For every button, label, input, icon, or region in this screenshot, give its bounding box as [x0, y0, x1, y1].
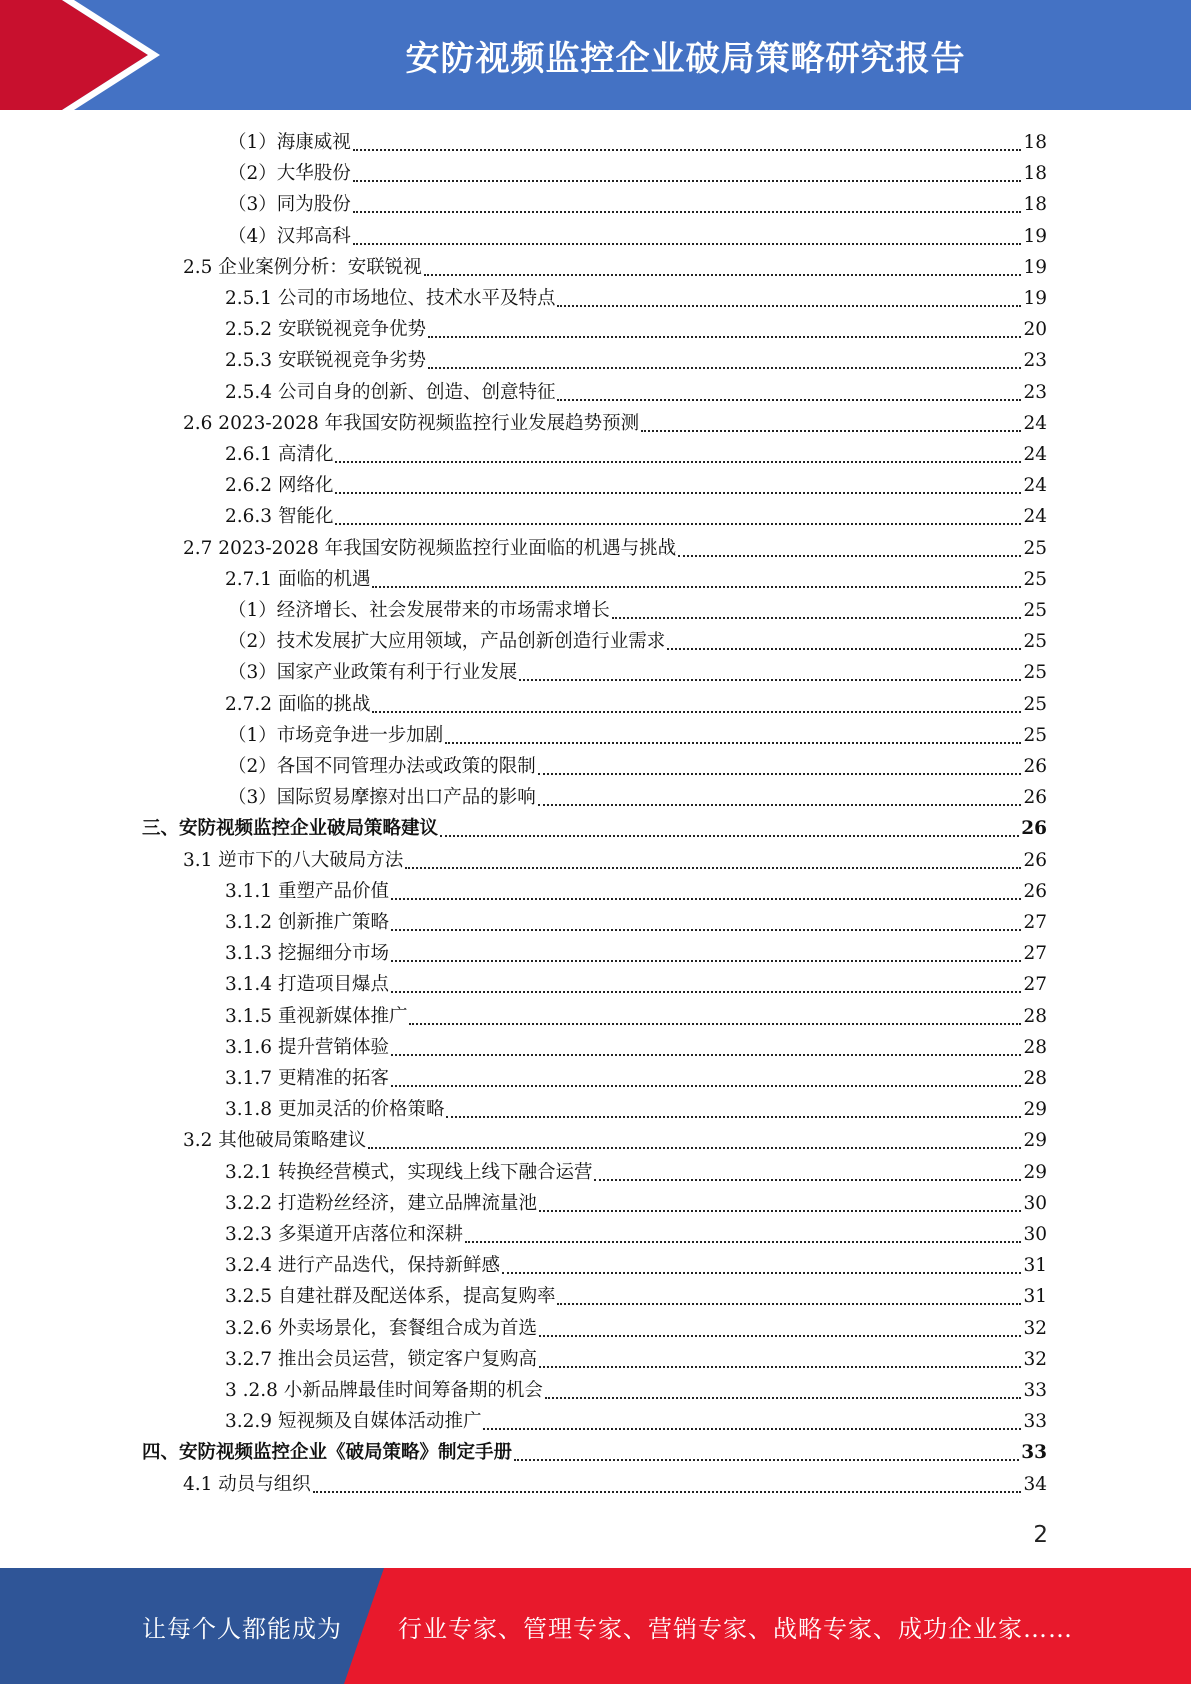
toc-entry-page: 18: [1023, 163, 1047, 185]
toc-entry-title: （3）同为股份: [228, 194, 351, 216]
toc-entry-title: 3.1.7 更精准的拓客: [225, 1068, 389, 1089]
toc-entry-page: 26: [1021, 818, 1047, 840]
toc-dot-leader: [391, 929, 1021, 962]
toc-entry-page: 18: [1023, 132, 1047, 153]
toc-dot-leader: [445, 711, 1021, 744]
toc-entry-title: 3 .2.8 小新品牌最佳时间筹备期的机会: [225, 1380, 543, 1401]
toc-dot-leader: [557, 368, 1021, 401]
toc-entry-page: 27: [1023, 974, 1047, 996]
toc-entry-title: 3.2.5 自建社群及配送体系，提高复购率: [225, 1286, 556, 1308]
toc-dot-leader: [594, 1148, 1021, 1181]
toc-entry-page: 33: [1021, 1442, 1047, 1464]
toc-entry-title: 3.2.7 推出会员运营，锁定客户复购高: [225, 1348, 537, 1370]
toc-dot-leader: [446, 1085, 1021, 1118]
toc-entry-title: （1）经济增长、社会发展带来的市场需求增长: [228, 600, 610, 621]
toc-dot-leader: [428, 336, 1021, 369]
toc-dot-leader: [538, 773, 1022, 806]
toc-dot-leader: [539, 1179, 1021, 1212]
toc-entry-title: 3.1.4 打造项目爆点: [225, 974, 389, 996]
toc-entry-page: 26: [1023, 880, 1047, 902]
toc-entry-title: 2.5 企业案例分析：安联锐视: [183, 256, 422, 278]
report-title: 安防视频监控企业破局策略研究报告: [405, 38, 966, 79]
footer-slogan-left: 让每个人都能成为: [142, 1614, 342, 1643]
toc-entry-page: 29: [1023, 1130, 1047, 1152]
toc-dot-leader: [368, 1116, 1021, 1149]
page-header: [0, 0, 1191, 110]
toc-entry-title: 三、安防视频监控企业破局策略建议: [142, 818, 439, 840]
toc-entry-title: 2.5.3 安联锐视竞争劣势: [225, 350, 426, 372]
toc-entry-title: 3.1.8 更加灵活的价格策略: [225, 1099, 445, 1121]
toc-entry-page: 19: [1023, 256, 1047, 278]
toc-entry-title: 3.2.4 进行产品迭代，保持新鲜感: [225, 1255, 500, 1277]
toc-dot-leader: [409, 992, 1021, 1025]
toc-entry-title: （2）技术发展扩大应用领域，产品创新创造行业需求: [228, 631, 666, 653]
toc-entry-page: 25: [1023, 693, 1047, 715]
toc-entry-title: 2.6 2023-2028 年我国安防视频监控行业发展趋势预测: [183, 412, 640, 434]
toc-entry-title: 4.1 动员与组织: [183, 1473, 311, 1495]
toc-entry-title: （3）国际贸易摩擦对出口产品的影响: [228, 787, 536, 809]
toc-dot-leader: [667, 617, 1021, 650]
toc-entry-title: 2.7.1 面临的机遇: [225, 568, 371, 590]
toc-dot-leader: [514, 1428, 1019, 1461]
toc-entry-title: 四、安防视频监控企业《破局策略》制定手册: [142, 1442, 513, 1464]
toc-entry-page: 25: [1023, 631, 1047, 653]
toc-dot-leader: [335, 492, 1021, 525]
toc-entry-title: 3.2.9 短视频及自媒体活动推广: [225, 1411, 482, 1433]
page-footer: [0, 1568, 1191, 1684]
toc-entry-title: 2.5.2 安联锐视竞争优势: [225, 319, 426, 341]
toc-entry-page: 34: [1023, 1473, 1047, 1495]
toc-dot-leader: [428, 305, 1021, 338]
toc-dot-leader: [372, 555, 1021, 588]
toc-entry-page: 29: [1023, 1161, 1047, 1183]
toc-entry-title: 2.7 2023-2028 年我国安防视频监控行业面临的机遇与挑战: [183, 537, 677, 559]
toc-entry-page: 23: [1023, 381, 1047, 403]
toc-entry-page: 26: [1023, 787, 1047, 809]
toc-dot-leader: [557, 274, 1021, 307]
toc-dot-leader: [391, 1054, 1021, 1087]
toc-dot-leader: [557, 1272, 1021, 1305]
toc-entry-page: 25: [1023, 537, 1047, 559]
toc-dot-leader: [465, 1210, 1021, 1243]
toc-dot-leader: [545, 1366, 1022, 1399]
toc-dot-leader: [353, 149, 1022, 182]
toc-dot-leader: [372, 680, 1021, 713]
toc-entry-title: 3.2.3 多渠道开店落位和深耕: [225, 1224, 463, 1245]
toc-entry-title: 3.2.1 转换经营模式，实现线上线下融合运营: [225, 1161, 593, 1183]
toc-entry-page: 18: [1023, 194, 1047, 216]
toc-entry-title: 3.1.2 创新推广策略: [225, 912, 389, 933]
toc-entry-title: 3.1.3 挖掘细分市场: [225, 943, 389, 965]
toc-entry-title: 3.1.6 提升营销体验: [225, 1036, 389, 1058]
toc-entry-title: 2.7.2 面临的挑战: [225, 693, 371, 715]
toc-entry-title: 3.2 其他破局策略建议: [183, 1130, 367, 1152]
toc-entry-page: 27: [1023, 943, 1047, 965]
toc-dot-leader: [641, 399, 1021, 432]
toc-entry-page: 30: [1023, 1224, 1047, 1245]
toc-entry-page: 33: [1023, 1411, 1047, 1433]
page-number: 2: [1033, 1522, 1048, 1548]
toc-dot-leader: [519, 648, 1021, 681]
toc-dot-leader: [612, 586, 1022, 619]
toc-dot-leader: [391, 1023, 1021, 1056]
toc-entry-page: 32: [1023, 1348, 1047, 1370]
toc-entry-title: 2.5.1 公司的市场地位、技术水平及特点: [225, 288, 556, 309]
toc-entry-title: （1）海康威视: [228, 132, 351, 153]
toc-entry-title: 2.6.3 智能化: [225, 506, 334, 528]
toc-entry-page: 32: [1023, 1317, 1047, 1339]
toc-entry-title: 3.2.2 打造粉丝经济，建立品牌流量池: [225, 1192, 537, 1214]
toc-dot-leader: [391, 960, 1021, 993]
toc-entry-page: 24: [1023, 412, 1047, 434]
toc-dot-leader: [405, 836, 1021, 869]
toc-dot-leader: [678, 524, 1021, 557]
toc-dot-leader: [502, 1241, 1021, 1274]
toc-entry-page: 28: [1023, 1068, 1047, 1089]
footer-slogan-right: 行业专家、管理专家、营销专家、战略专家、成功企业家……: [398, 1614, 1073, 1643]
toc-dot-leader: [335, 461, 1021, 494]
toc-dot-leader: [539, 1304, 1021, 1337]
toc-entry-page: 28: [1023, 1036, 1047, 1058]
toc-entry-page: 26: [1023, 849, 1047, 871]
toc-entry-title: （2）大华股份: [228, 163, 351, 185]
toc-entry-title: （3）国家产业政策有利于行业发展: [228, 662, 518, 684]
toc-dot-leader: [391, 867, 1021, 900]
toc-entry-title: 3.1.5 重视新媒体推广: [225, 1005, 408, 1027]
toc-entry-title: 3.1 逆市下的八大破局方法: [183, 849, 404, 871]
toc-entry-page: 25: [1023, 600, 1047, 621]
toc-entry-page: 23: [1023, 350, 1047, 372]
toc-entry-page: 31: [1023, 1255, 1047, 1277]
toc-entry-title: （1）市场竞争进一步加剧: [228, 724, 444, 746]
toc-entry-page: 19: [1023, 225, 1047, 247]
toc-entry-page: 24: [1023, 475, 1047, 497]
toc-entry-page: 25: [1023, 724, 1047, 746]
toc-entry-page: 19: [1023, 288, 1047, 309]
toc-entry-title: 2.6.2 网络化: [225, 475, 334, 497]
toc-dot-leader: [424, 243, 1022, 276]
toc-dot-leader: [353, 180, 1022, 213]
toc-entry-page: 26: [1023, 756, 1047, 777]
toc-entry-title: （4）汉邦高科: [228, 225, 351, 247]
toc-entry-title: 3.1.1 重塑产品价值: [225, 880, 389, 902]
toc-entry-page: 27: [1023, 912, 1047, 933]
toc-entry-page: 28: [1023, 1005, 1047, 1027]
toc-entry-page: 24: [1023, 444, 1047, 465]
header-arrow-decoration: [0, 0, 260, 110]
toc-entry-title: 2.6.1 高清化: [225, 444, 334, 465]
toc-entry-page: 29: [1023, 1099, 1047, 1121]
toc-dot-leader: [391, 898, 1021, 931]
toc-entry-title: （2）各国不同管理办法或政策的限制: [228, 756, 536, 777]
toc-entry-page: 25: [1023, 568, 1047, 590]
toc-entry-title: 2.5.4 公司自身的创新、创造、创意特征: [225, 381, 556, 403]
toc-dot-leader: [440, 804, 1019, 837]
toc-dot-leader: [335, 430, 1021, 463]
toc-entry-page: 24: [1023, 506, 1047, 528]
toc-entry-page: 25: [1023, 662, 1047, 684]
toc-entry-page: 31: [1023, 1286, 1047, 1308]
toc-entry-title: 3.2.6 外卖场景化，套餐组合成为首选: [225, 1317, 537, 1339]
toc-entry-page: 33: [1023, 1380, 1047, 1401]
toc-dot-leader: [353, 212, 1022, 245]
toc-entry-page: 30: [1023, 1192, 1047, 1214]
toc-dot-leader: [483, 1397, 1021, 1430]
toc-dot-leader: [353, 118, 1022, 151]
toc-dot-leader: [538, 742, 1022, 775]
toc-entry[interactable]: [183, 1469, 1047, 1500]
toc-dot-leader: [313, 1460, 1022, 1493]
toc-dot-leader: [539, 1335, 1021, 1368]
toc-entry-page: 20: [1023, 319, 1047, 341]
